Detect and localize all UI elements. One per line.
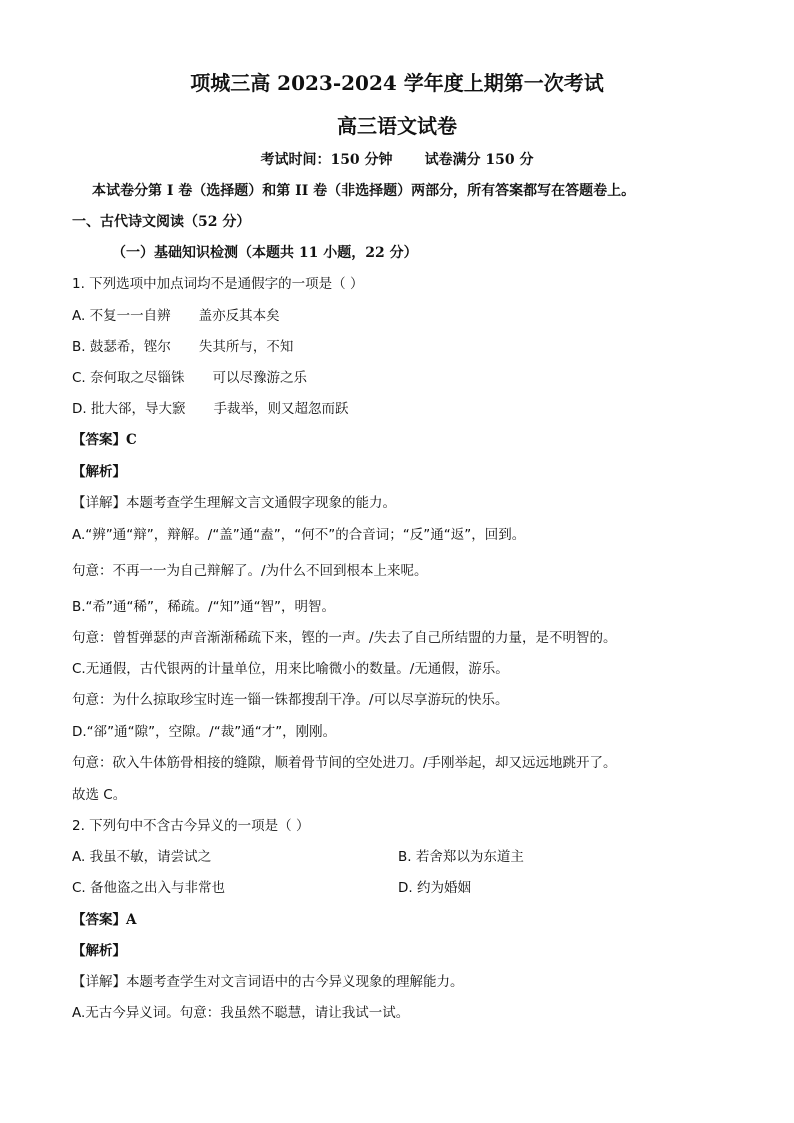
q2-detail: 【详解】本题考查学生对文言词语中的古今异义现象的理解能力。 xyxy=(72,974,464,990)
q2-analysis-label: 【解析】 xyxy=(72,943,126,959)
q1-analysis-label: 【解析】 xyxy=(72,464,126,480)
question-2-stem: 2. 下列句中不含古今异义的一项是（ ） xyxy=(72,818,310,834)
q2-option-a: A. 我虽不敏，请尝试之 xyxy=(72,849,212,865)
q1-explanation-line: 句意：不再一一为自己辩解了。/为什么不回到根本上来呢。 xyxy=(72,563,428,579)
q1-answer: 【答案】C xyxy=(72,432,137,448)
question-1-stem: 1. 下列选项中加点词均不是通假字的一项是（ ） xyxy=(72,276,364,292)
q1-explanation-line: B.“希”通“稀”，稀疏。/“知”通“智”，明智。 xyxy=(72,599,336,615)
exam-time: 考试时间：150 分钟 xyxy=(260,152,393,168)
section-heading: 一、古代诗文阅读（52 分） xyxy=(72,214,251,230)
exam-meta xyxy=(0,151,794,169)
q2-answer: 【答案】A xyxy=(72,912,137,928)
q2-option-b: B. 若舍郑以为东道主 xyxy=(398,849,524,865)
q1-explanation-line: 句意：曾皙弹瑟的声音渐渐稀疏下来，铿的一声。/失去了自己所结盟的力量，是不明智的。 xyxy=(72,630,617,646)
q1-option-d: D. 批大郤，导大窾 手裁举，则又超忽而跃 xyxy=(72,401,349,417)
q1-explanation-line: D.“郤”通“隙”，空隙。/“裁”通“才”，刚刚。 xyxy=(72,724,337,740)
q1-explanation-line: 句意：砍入牛体筋骨相接的缝隙，顺着骨节间的空处进刀。/手刚举起，却又远远地跳开了。 xyxy=(72,755,617,771)
exam-title: 项城三高 2023-2024 学年度上期第一次考试 xyxy=(190,71,604,95)
q2-explanation-line: A.无古今异义词。句意：我虽然不聪慧，请让我试一试。 xyxy=(72,1005,410,1021)
q1-explanation-line: 句意：为什么掠取珍宝时连一锱一铢都搜刮干净。/可以尽享游玩的快乐。 xyxy=(72,692,509,708)
q2-options-row-2 xyxy=(72,879,712,897)
full-score: 试卷满分 150 分 xyxy=(424,152,534,168)
q1-detail: 【详解】本题考查学生理解文言文通假字现象的能力。 xyxy=(72,495,396,511)
q1-explanation-line: A.“辨”通“辩”，辩解。/“盖”通“盍”，“何不”的合音词；“反”通“返”，回到。 xyxy=(72,527,526,543)
exam-instructions: 本试卷分第 I 卷（选择题）和第 II 卷（非选择题）两部分，所有答案都写在答题卷上。 xyxy=(92,183,636,199)
q1-option-c: C. 奈何取之尽锱铢 可以尽豫游之乐 xyxy=(72,370,308,386)
q2-option-d: D. 约为婚姻 xyxy=(398,880,471,896)
q1-option-b: B. 鼓瑟希，铿尔 失其所与，不知 xyxy=(72,339,294,355)
exam-subtitle: 高三语文试卷 xyxy=(337,114,457,138)
q1-conclusion: 故选 C。 xyxy=(72,787,127,803)
q2-options-row-1 xyxy=(72,848,712,866)
q1-option-a: A. 不复一一自辨 盖亦反其本矣 xyxy=(72,308,280,324)
q2-option-c: C. 备他盗之出入与非常也 xyxy=(72,880,226,896)
section-subheading: （一）基础知识检测（本题共 11 小题，22 分） xyxy=(112,245,418,261)
q1-explanation-line: C.无通假，古代银两的计量单位，用来比喻微小的数量。/无通假，游乐。 xyxy=(72,661,509,677)
